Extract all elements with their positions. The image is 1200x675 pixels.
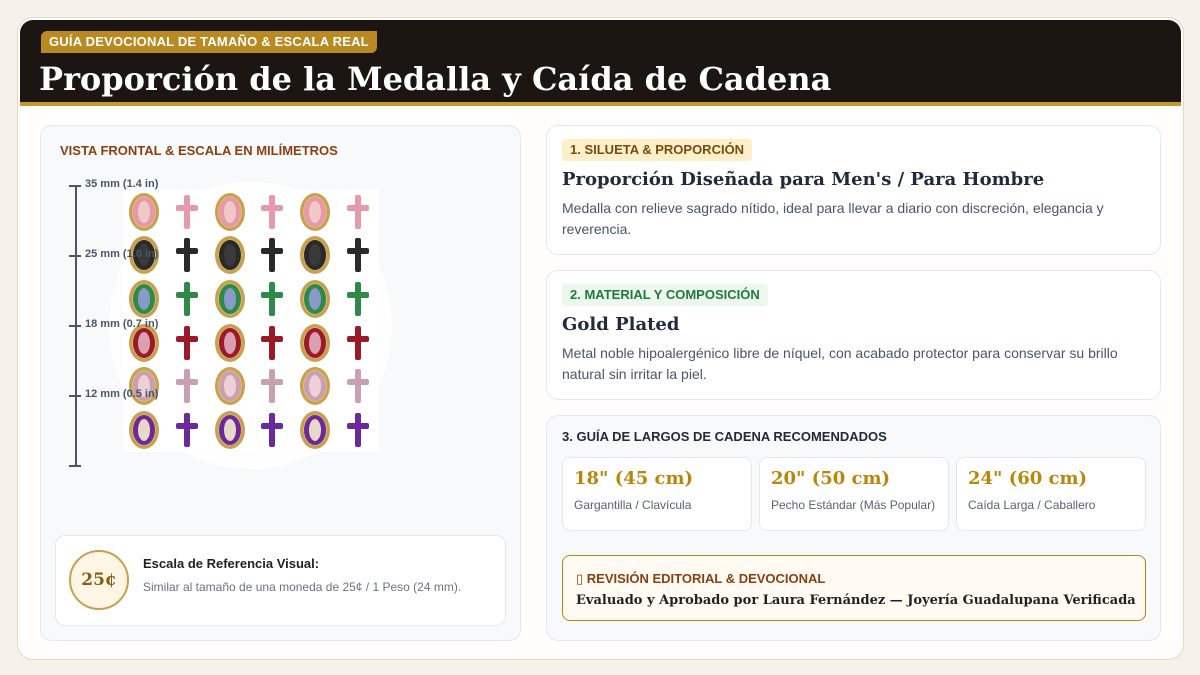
cross-icon: [257, 323, 287, 363]
scale-tick: [69, 255, 81, 257]
medal-cell: [294, 321, 337, 365]
medal-icon: [129, 280, 159, 318]
cross-icon: [343, 323, 373, 363]
chain-length-desc: Caída Larga / Caballero: [968, 498, 1096, 512]
review-heading: [576, 571, 825, 587]
coin-reference: [55, 535, 506, 626]
cross-icon: [172, 192, 202, 232]
medal-cell: [294, 277, 337, 321]
medal-icon: [300, 324, 330, 362]
scale-tick: [69, 185, 81, 187]
medal-icon: [215, 411, 245, 449]
medal-cell: [166, 277, 209, 321]
header: [20, 20, 1181, 106]
chain-length-value: 20" (50 cm): [771, 468, 891, 489]
medal-assortment-image: [123, 190, 379, 452]
cross-icon: [257, 235, 287, 275]
coin-reference-title: Escala de Referencia Visual:: [143, 556, 320, 571]
medal-cell: [294, 408, 337, 452]
medal-cell: [251, 234, 294, 278]
chain-length-desc: Gargantilla / Clavícula: [574, 498, 692, 512]
medal-cell: [336, 321, 379, 365]
medal-cell: [251, 321, 294, 365]
medal-cell: [208, 277, 251, 321]
medal-cell: [336, 234, 379, 278]
editorial-review: [562, 555, 1146, 621]
cross-icon: [172, 323, 202, 363]
medal-icon: [215, 236, 245, 274]
medal-cell: [166, 408, 209, 452]
medal-cell: [294, 365, 337, 409]
medal-cell: [336, 190, 379, 234]
scale-label-12mm: 12 mm (0.5 in): [85, 388, 159, 400]
medal-icon: [300, 236, 330, 274]
medal-icon: [129, 193, 159, 231]
medal-cell: [251, 408, 294, 452]
coin-reference-desc: Similar al tamaño de una moneda de 25¢ / 1 Peso (24 mm).: [143, 580, 462, 594]
medal-cell: [123, 190, 166, 234]
cross-icon: [172, 235, 202, 275]
medal-cell: [123, 277, 166, 321]
medal-cell: [123, 408, 166, 452]
material-text: Metal noble hipoalergénico libre de níquel, con acabado protector para conservar su brillo natural sin irritar la piel.: [562, 345, 1118, 382]
material-section: [546, 270, 1161, 400]
medal-cell: [166, 234, 209, 278]
medal-icon: [215, 193, 245, 231]
chain-length-value: 24" (60 cm): [968, 468, 1088, 489]
medal-cell: [336, 277, 379, 321]
guide-badge: GUÍA DEVOCIONAL DE TAMAÑO & ESCALA REAL: [41, 31, 377, 53]
product-card: [17, 17, 1184, 660]
silhouette-tag: 1. SILUETA & PROPORCIÓN: [562, 139, 752, 161]
chain-length-option[interactable]: [759, 457, 949, 531]
medal-cell: [166, 321, 209, 365]
medal-icon: [215, 280, 245, 318]
medal-cell: [123, 365, 166, 409]
medal-icon: [129, 411, 159, 449]
badge-icon: ▯: [576, 571, 587, 586]
medal-cell: [166, 190, 209, 234]
chain-length-option[interactable]: [562, 457, 752, 531]
review-text: Evaluado y Aprobado por Laura Fernández — Joyería Guadalupana Verificada: [576, 593, 1136, 608]
medal-cell: [294, 234, 337, 278]
chain-length-option[interactable]: [956, 457, 1146, 531]
silhouette-text: Medalla con relieve sagrado nítido, ideal para llevar a diario con discreción, elegancia y reverencia.: [562, 200, 1104, 237]
material-tag: 2. MATERIAL Y COMPOSICIÓN: [562, 284, 768, 306]
medal-cell: [166, 365, 209, 409]
silhouette-heading: Proporción Diseñada para Men's / Para Hombre: [562, 169, 1045, 190]
medal-cell: [336, 408, 379, 452]
cross-icon: [343, 192, 373, 232]
medal-cell: [208, 190, 251, 234]
medal-cell: [251, 277, 294, 321]
medal-cell: [251, 190, 294, 234]
chain-length-section: [546, 415, 1161, 641]
cross-icon: [257, 366, 287, 406]
medal-cell: [336, 365, 379, 409]
chain-length-desc: Pecho Estándar (Más Popular): [771, 498, 936, 512]
coin-icon: 25¢: [69, 550, 129, 610]
cross-icon: [257, 279, 287, 319]
medal-icon: [215, 367, 245, 405]
cross-icon: [343, 279, 373, 319]
scale-label-18mm: 18 mm (0.7 in): [85, 318, 159, 330]
front-view-title: VISTA FRONTAL & ESCALA EN MILÍMETROS: [60, 143, 338, 158]
chain-length-value: 18" (45 cm): [574, 468, 694, 489]
material-heading: Gold Plated: [562, 314, 680, 335]
cross-icon: [343, 235, 373, 275]
cross-icon: [257, 192, 287, 232]
medal-cell: [208, 234, 251, 278]
chain-length-title: 3. GUÍA DE LARGOS DE CADENA RECOMENDADOS: [562, 429, 887, 444]
front-view-panel: [40, 125, 521, 641]
cross-icon: [343, 366, 373, 406]
medal-icon: [300, 367, 330, 405]
cross-icon: [257, 410, 287, 450]
medal-cell: [294, 190, 337, 234]
cross-icon: [172, 366, 202, 406]
medal-cell: [251, 365, 294, 409]
scale-tick: [69, 395, 81, 397]
medal-cell: [208, 365, 251, 409]
medal-icon: [300, 411, 330, 449]
scale-tick: [69, 325, 81, 327]
medal-icon: [300, 193, 330, 231]
review-heading-text: REVISIÓN EDITORIAL & DEVOCIONAL: [586, 571, 826, 586]
medal-icon: [215, 324, 245, 362]
medal-cell: [208, 408, 251, 452]
medal-icon: [300, 280, 330, 318]
cross-icon: [172, 279, 202, 319]
cross-icon: [343, 410, 373, 450]
silhouette-section: [546, 125, 1161, 255]
scale-label-35mm: 35 mm (1.4 in): [85, 178, 159, 190]
cross-icon: [172, 410, 202, 450]
scale-tick: [69, 465, 81, 467]
medal-cell: [208, 321, 251, 365]
page-title: Proporción de la Medalla y Caída de Cadena: [39, 60, 832, 98]
scale-label-25mm: 25 mm (1.0 in): [85, 248, 159, 260]
